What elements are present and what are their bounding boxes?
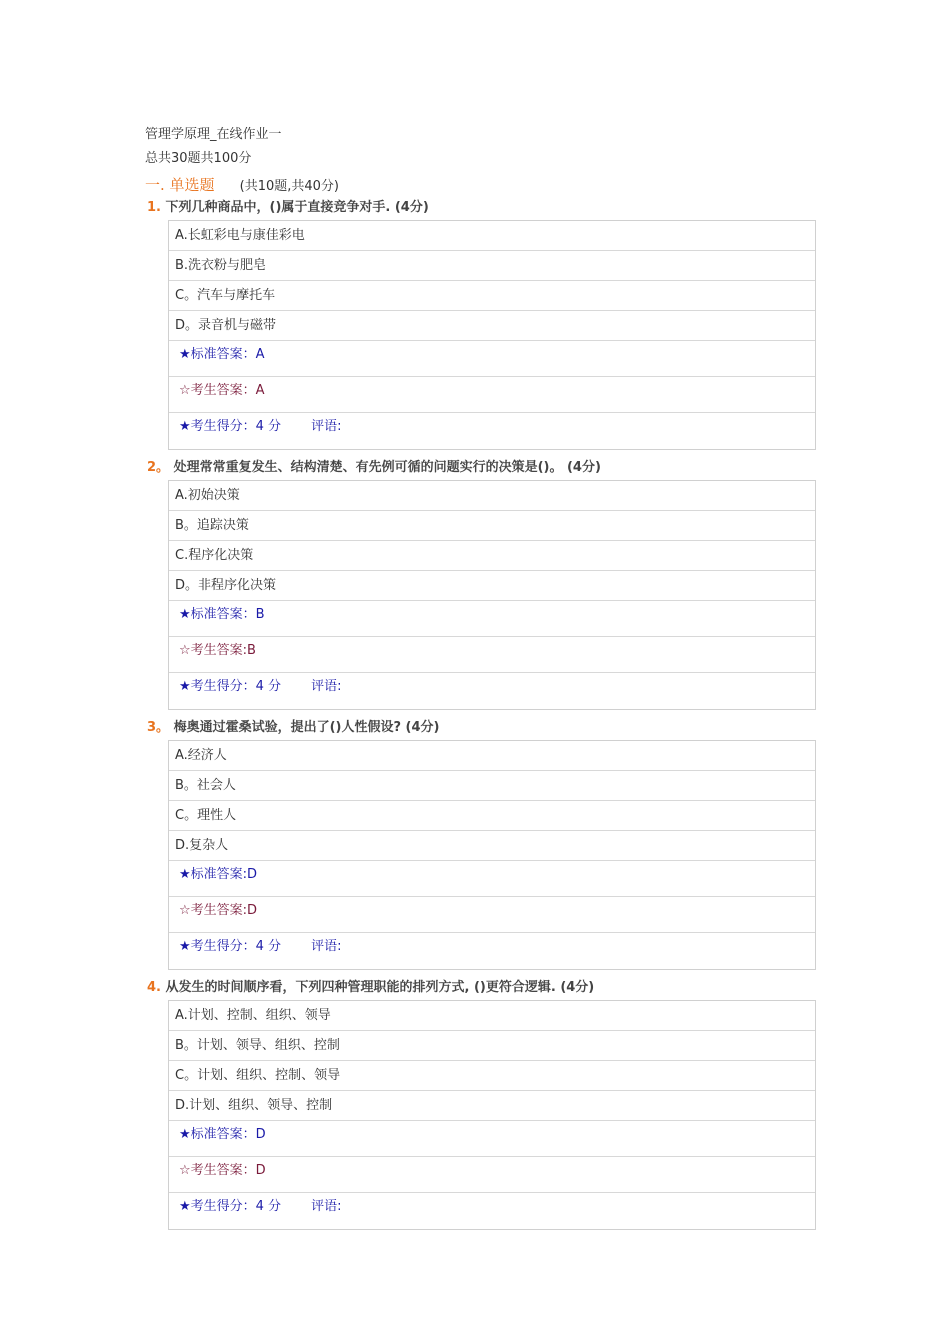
option-b[interactable]: B。追踪决策: [169, 511, 815, 541]
page-summary: 总共30题共100分: [145, 151, 252, 166]
section-header: [145, 174, 820, 198]
question-number: 2。: [147, 460, 170, 475]
question-options-table: [168, 1000, 816, 1230]
question-text: 处理常常重复发生、结构清楚、有先例可循的问题实行的决策是()。 (4分): [169, 460, 601, 475]
option-c[interactable]: C。理性人: [169, 801, 815, 831]
question-block: [145, 198, 820, 450]
question-options-table: [168, 740, 816, 970]
question-text: 下列几种商品中，()属于直接竞争对手. (4分): [160, 200, 429, 215]
student-answer: ☆考生答案:B: [169, 637, 815, 673]
question-list: [145, 198, 820, 1230]
student-answer: ☆考生答案：D: [169, 1157, 815, 1193]
question-title: [145, 458, 820, 480]
standard-answer: ★标准答案：D: [169, 1121, 815, 1157]
section-name: 一. 单选题: [145, 176, 215, 194]
student-score: ★考生得分：4 分: [179, 419, 282, 434]
score-row: [169, 1193, 815, 1229]
question-block: [145, 718, 820, 970]
standard-answer: ★标准答案：A: [169, 341, 815, 377]
question-number: 4.: [147, 980, 161, 995]
page-title: 管理学原理_在线作业一: [145, 127, 282, 142]
question-block: [145, 978, 820, 1230]
score-row: [169, 933, 815, 969]
option-c[interactable]: C。汽车与摩托车: [169, 281, 815, 311]
score-row: [169, 413, 815, 449]
option-a[interactable]: A.经济人: [169, 741, 815, 771]
question-title: [145, 718, 820, 740]
comment-label: 评语:: [311, 679, 342, 694]
student-score: ★考生得分：4 分: [179, 1199, 282, 1214]
question-text: 从发生的时间顺序看，下列四种管理职能的排列方式, ()更符合逻辑. (4分): [160, 980, 595, 995]
option-d[interactable]: D.计划、组织、领导、控制: [169, 1091, 815, 1121]
question-block: [145, 458, 820, 710]
standard-answer: ★标准答案：B: [169, 601, 815, 637]
question-title: [145, 978, 820, 1000]
comment-label: 评语:: [311, 419, 342, 434]
option-a[interactable]: A.初始决策: [169, 481, 815, 511]
option-a[interactable]: A.长虹彩电与康佳彩电: [169, 221, 815, 251]
question-number: 3。: [147, 720, 170, 735]
standard-answer: ★标准答案:D: [169, 861, 815, 897]
student-score: ★考生得分：4 分: [179, 679, 282, 694]
student-answer: ☆考生答案:D: [169, 897, 815, 933]
option-c[interactable]: C.程序化决策: [169, 541, 815, 571]
question-text: 梅奥通过霍桑试验，提出了()人性假设? (4分): [169, 720, 440, 735]
option-b[interactable]: B.洗衣粉与肥皂: [169, 251, 815, 281]
student-score: ★考生得分：4 分: [179, 939, 282, 954]
section-info: (共10题,共40分): [239, 179, 340, 194]
option-a[interactable]: A.计划、控制、组织、领导: [169, 1001, 815, 1031]
option-d[interactable]: D。录音机与磁带: [169, 311, 815, 341]
student-answer: ☆考生答案：A: [169, 377, 815, 413]
homework-page: [145, 126, 820, 1238]
question-title: [145, 198, 820, 220]
option-b[interactable]: B。计划、领导、组织、控制: [169, 1031, 815, 1061]
comment-label: 评语:: [311, 939, 342, 954]
question-options-table: [168, 220, 816, 450]
score-row: [169, 673, 815, 709]
option-b[interactable]: B。社会人: [169, 771, 815, 801]
option-d[interactable]: D.复杂人: [169, 831, 815, 861]
option-c[interactable]: C。计划、组织、控制、领导: [169, 1061, 815, 1091]
question-number: 1.: [147, 200, 161, 215]
option-d[interactable]: D。非程序化决策: [169, 571, 815, 601]
comment-label: 评语:: [311, 1199, 342, 1214]
question-options-table: [168, 480, 816, 710]
